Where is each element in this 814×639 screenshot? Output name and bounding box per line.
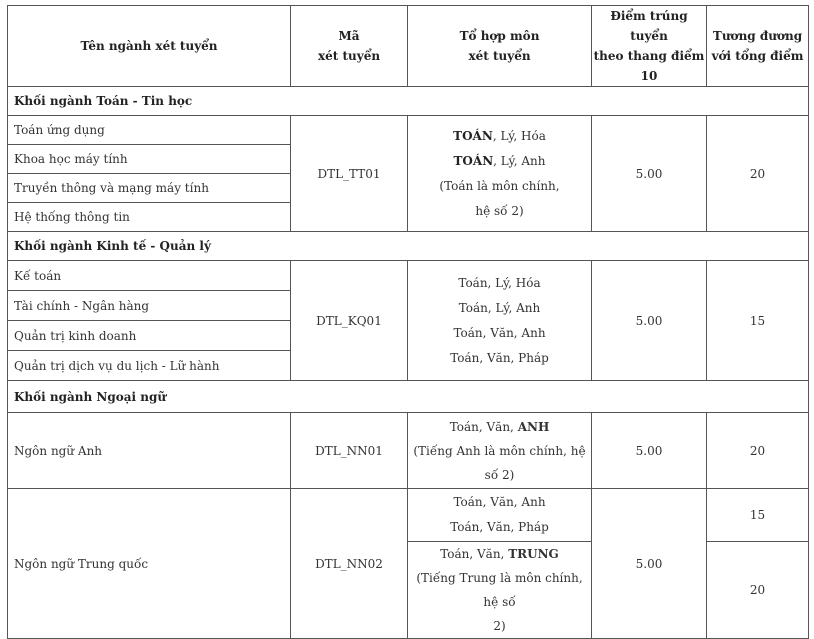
major-name: Kế toán [8,261,291,291]
major-code: DTL_KQ01 [291,261,408,381]
major-name: Ngôn ngữ Trung quốc [8,489,291,639]
equivalent-total: 20 [707,542,809,639]
group-title: Khối ngành Ngoại ngữ [8,381,809,413]
subject-combos: Toán, Văn, ANH (Tiếng Anh là môn chính, hệ số 2) [408,413,592,489]
table-row [8,413,809,489]
subject-combos: Toán, Lý, Hóa Toán, Lý, Anh Toán, Văn, Anh Toán, Văn, Pháp [408,261,592,381]
cutoff-score: 5.00 [592,489,707,639]
equivalent-total: 20 [707,413,809,489]
table-row [8,489,809,542]
cutoff-score: 5.00 [592,261,707,381]
major-name: Khoa học máy tính [8,145,291,174]
equivalent-total: 15 [707,489,809,542]
admissions-table [7,5,809,639]
group-header-row [8,381,809,413]
cutoff-score: 5.00 [592,116,707,232]
major-name: Tài chính - Ngân hàng [8,291,291,321]
equivalent-total: 20 [707,116,809,232]
major-name: Toán ứng dụng [8,116,291,145]
header-equivalent-total: Tương đương với tổng điểm [707,6,809,87]
group-header-row [8,87,809,116]
major-code: DTL_NN02 [291,489,408,639]
major-name: Ngôn ngữ Anh [8,413,291,489]
major-name: Quản trị kinh doanh [8,321,291,351]
header-row [8,6,809,87]
equivalent-total: 15 [707,261,809,381]
header-cutoff-score: Điểm trúng tuyển theo thang điểm 10 [592,6,707,87]
group-title: Khối ngành Toán - Tin học [8,87,809,116]
header-subject-combo: Tổ hợp môn xét tuyển [408,6,592,87]
group-header-row [8,232,809,261]
subject-combos: TOÁN, Lý, Hóa TOÁN, Lý, Anh (Toán là môn chính, hệ số 2) [408,116,592,232]
major-name: Truyền thông và mạng máy tính [8,174,291,203]
major-name: Quản trị dịch vụ du lịch - Lữ hành [8,351,291,381]
table-row [8,116,809,145]
group-title: Khối ngành Kinh tế - Quản lý [8,232,809,261]
subject-combos: Toán, Văn, TRUNG (Tiếng Trung là môn chính, hệ số 2) [408,542,592,639]
header-code: Mã xét tuyển [291,6,408,87]
major-code: DTL_NN01 [291,413,408,489]
major-code: DTL_TT01 [291,116,408,232]
cutoff-score: 5.00 [592,413,707,489]
major-name: Hệ thống thông tin [8,203,291,232]
subject-combos: Toán, Văn, Anh Toán, Văn, Pháp [408,489,592,542]
header-major-name: Tên ngành xét tuyển [8,6,291,87]
table-row [8,261,809,291]
